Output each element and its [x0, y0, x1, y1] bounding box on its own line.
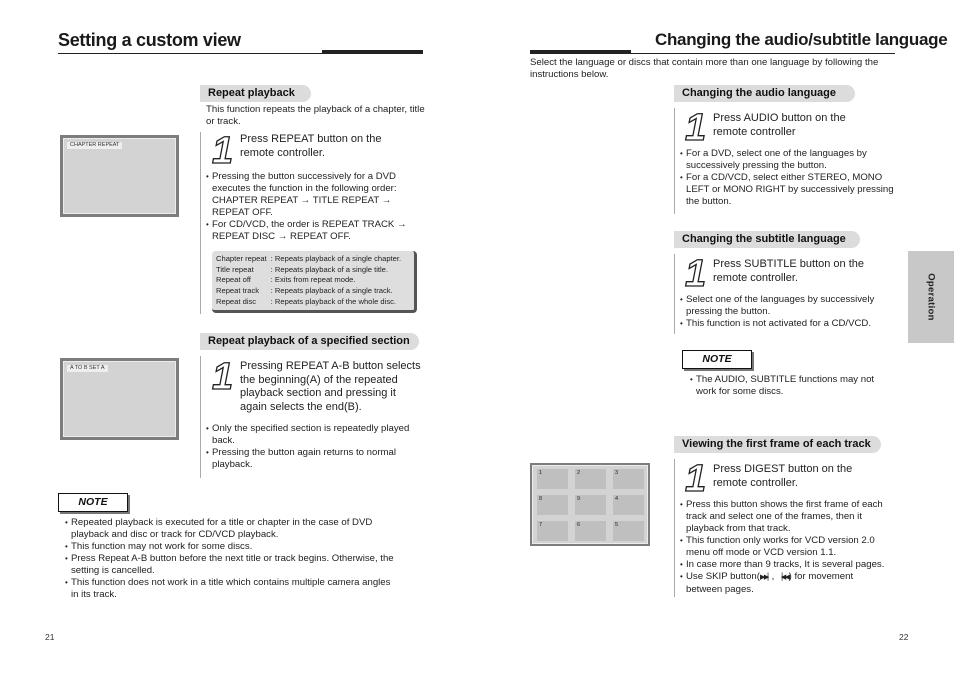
- table-row: [216, 265, 401, 276]
- audio-step-divider: [674, 108, 675, 214]
- note-label-left: NOTE: [58, 493, 128, 512]
- svg-text:1: 1: [685, 460, 707, 494]
- osd-screen-a-to-b: [60, 358, 179, 440]
- digest-screen: [530, 463, 650, 546]
- title-bar-right: [530, 50, 631, 54]
- mode-desc: : Repeats playback of a single chapter.: [270, 254, 402, 263]
- osd-screen-chapter-repeat: [60, 135, 179, 217]
- page-number-left: 21: [45, 632, 55, 642]
- osd-label: A TO B SET A: [67, 365, 108, 372]
- osd-label: CHAPTER REPEAT: [67, 142, 122, 149]
- list-item: • Pressing the button again returns to normal playback.: [206, 447, 416, 471]
- table-row: [216, 286, 401, 297]
- repeat-mode-table: [212, 251, 417, 313]
- table-row: [216, 254, 401, 265]
- audio-step-text: Press AUDIO button on the remote controller: [713, 112, 846, 138]
- repeat-intro: This function repeats the playback of a chapter, title or track.: [206, 104, 425, 127]
- digest-cell: 6: [575, 521, 606, 541]
- list-item: • Repeated playback is executed for a title or chapter in the case of DVD playback and disc or track for CD/VCD playback.: [65, 517, 395, 541]
- digest-cell: 3: [613, 469, 644, 489]
- note-bullets-left: [65, 517, 395, 601]
- step-number-icon: [683, 460, 709, 494]
- digest-grid: [537, 469, 644, 541]
- list-item: • For a CD/VCD, select either STEREO, MONO LEFT or MONO RIGHT by successively pressing the button.: [680, 172, 902, 208]
- mode-name: Title repeat: [216, 264, 254, 274]
- list-item: • This function only works for VCD version 2.0 menu off mode or VCD version 1.1.: [680, 535, 892, 559]
- subtitle-bullets: [680, 294, 900, 330]
- list-item: • For CD/VCD, the order is REPEAT TRACK → REPEAT DISC → REPEAT OFF.: [206, 219, 418, 243]
- digest-cell: 8: [537, 495, 568, 515]
- section-heading-repeat: Repeat playback: [200, 85, 311, 102]
- title-bar-left: [322, 50, 423, 54]
- table-row: [216, 275, 401, 286]
- list-item: • Pressing the button successively for a DVD executes the function in the following order: CHAPTER REPEAT → TITLE REPEAT → REPEAT OFF.: [206, 171, 418, 219]
- list-item: • The AUDIO, SUBTITLE functions may not work for some discs.: [690, 374, 895, 398]
- step-number-icon: [210, 358, 236, 392]
- digest-cell: 5: [613, 521, 644, 541]
- digest-cell: 7: [537, 521, 568, 541]
- step-number-icon: [210, 132, 236, 166]
- side-tab-operation: Operation: [908, 251, 954, 343]
- list-item: • Press Repeat A-B button before the next title or track begins. Otherwise, the setting is cancelled.: [65, 553, 395, 577]
- mode-name: Repeat off: [216, 275, 251, 285]
- step-number-icon: [683, 109, 709, 143]
- list-item: • In case more than 9 tracks, It is several pages.: [680, 559, 892, 571]
- table-row: [216, 297, 401, 308]
- page-title-left: Setting a custom view: [58, 30, 241, 50]
- subtitle-step-divider: [674, 254, 675, 334]
- list-item: • Only the specified section is repeatedly played back.: [206, 423, 416, 447]
- svg-text:1: 1: [685, 109, 707, 143]
- list-item: • Use SKIP button(▶▶▏, ▕◀◀) for movement between pages.: [680, 571, 892, 596]
- mode-desc: : Repeats playback of a single title.: [270, 264, 389, 274]
- digest-cell: 4: [613, 495, 644, 515]
- note-bullets-right: [690, 374, 895, 398]
- audio-bullets: [680, 148, 902, 208]
- digest-cell: 2: [575, 469, 606, 489]
- digest-bullets: [680, 499, 892, 596]
- digest-cell: 9: [575, 495, 606, 515]
- ab-step-divider: [200, 356, 201, 478]
- mode-name: Chapter repeat: [216, 254, 267, 263]
- ab-step-text: Pressing REPEAT A-B button selects the beginning(A) of the repeated playback section and pressing it again selects the end(B).: [240, 360, 421, 413]
- right-intro: Select the language or discs that contain more than one language by following the instructions below.: [530, 57, 879, 80]
- list-item: • For a DVD, select one of the languages by successively pressing the button.: [680, 148, 902, 172]
- step-number-icon: [683, 255, 709, 289]
- svg-text:1: 1: [685, 255, 707, 289]
- list-item: • Select one of the languages by successively pressing the button.: [680, 294, 900, 318]
- digest-cell: 1: [537, 469, 568, 489]
- skip-next-icon: ▶▶▏: [759, 574, 772, 581]
- mode-desc: : Exits from repeat mode.: [270, 275, 356, 285]
- list-item: • This function does not work in a title which contains multiple camera angles in its track.: [65, 577, 395, 601]
- digest-step-text: Press DIGEST button on the remote controller.: [713, 463, 853, 489]
- page-number-right: 22: [899, 632, 909, 642]
- subtitle-step-text: Press SUBTITLE button on the remote controller.: [713, 258, 865, 284]
- repeat-step-divider: [200, 132, 201, 314]
- list-item: • This function is not activated for a CD/VCD.: [680, 318, 900, 330]
- page-title-right: Changing the audio/subtitle language: [655, 30, 948, 49]
- mode-name: Repeat disc: [216, 296, 257, 306]
- mode-name: Repeat track: [216, 286, 260, 296]
- mode-desc: : Repeats playback of a single track.: [270, 286, 393, 296]
- repeat-step-text: Press REPEAT button on the remote controller.: [240, 133, 382, 159]
- digest-step-divider: [674, 459, 675, 597]
- svg-text:1: 1: [212, 132, 234, 166]
- section-heading-audio: Changing the audio language: [674, 85, 855, 102]
- section-heading-repeat-ab: Repeat playback of a specified section: [200, 333, 419, 350]
- ab-bullets: [206, 423, 416, 471]
- note-label-right: NOTE: [682, 350, 752, 369]
- skip-previous-icon: ▕◀◀: [776, 574, 789, 581]
- section-heading-subtitle: Changing the subtitle language: [674, 231, 860, 248]
- list-item: • Press this button shows the first frame of each track and select one of the frames, then it playback from that track.: [680, 499, 892, 535]
- section-heading-digest: Viewing the first frame of each track: [674, 436, 881, 453]
- mode-desc: : Repeats playback of the whole disc.: [270, 296, 397, 306]
- repeat-bullets: [206, 171, 418, 243]
- svg-text:1: 1: [212, 358, 234, 392]
- list-item: • This function may not work for some discs.: [65, 541, 395, 553]
